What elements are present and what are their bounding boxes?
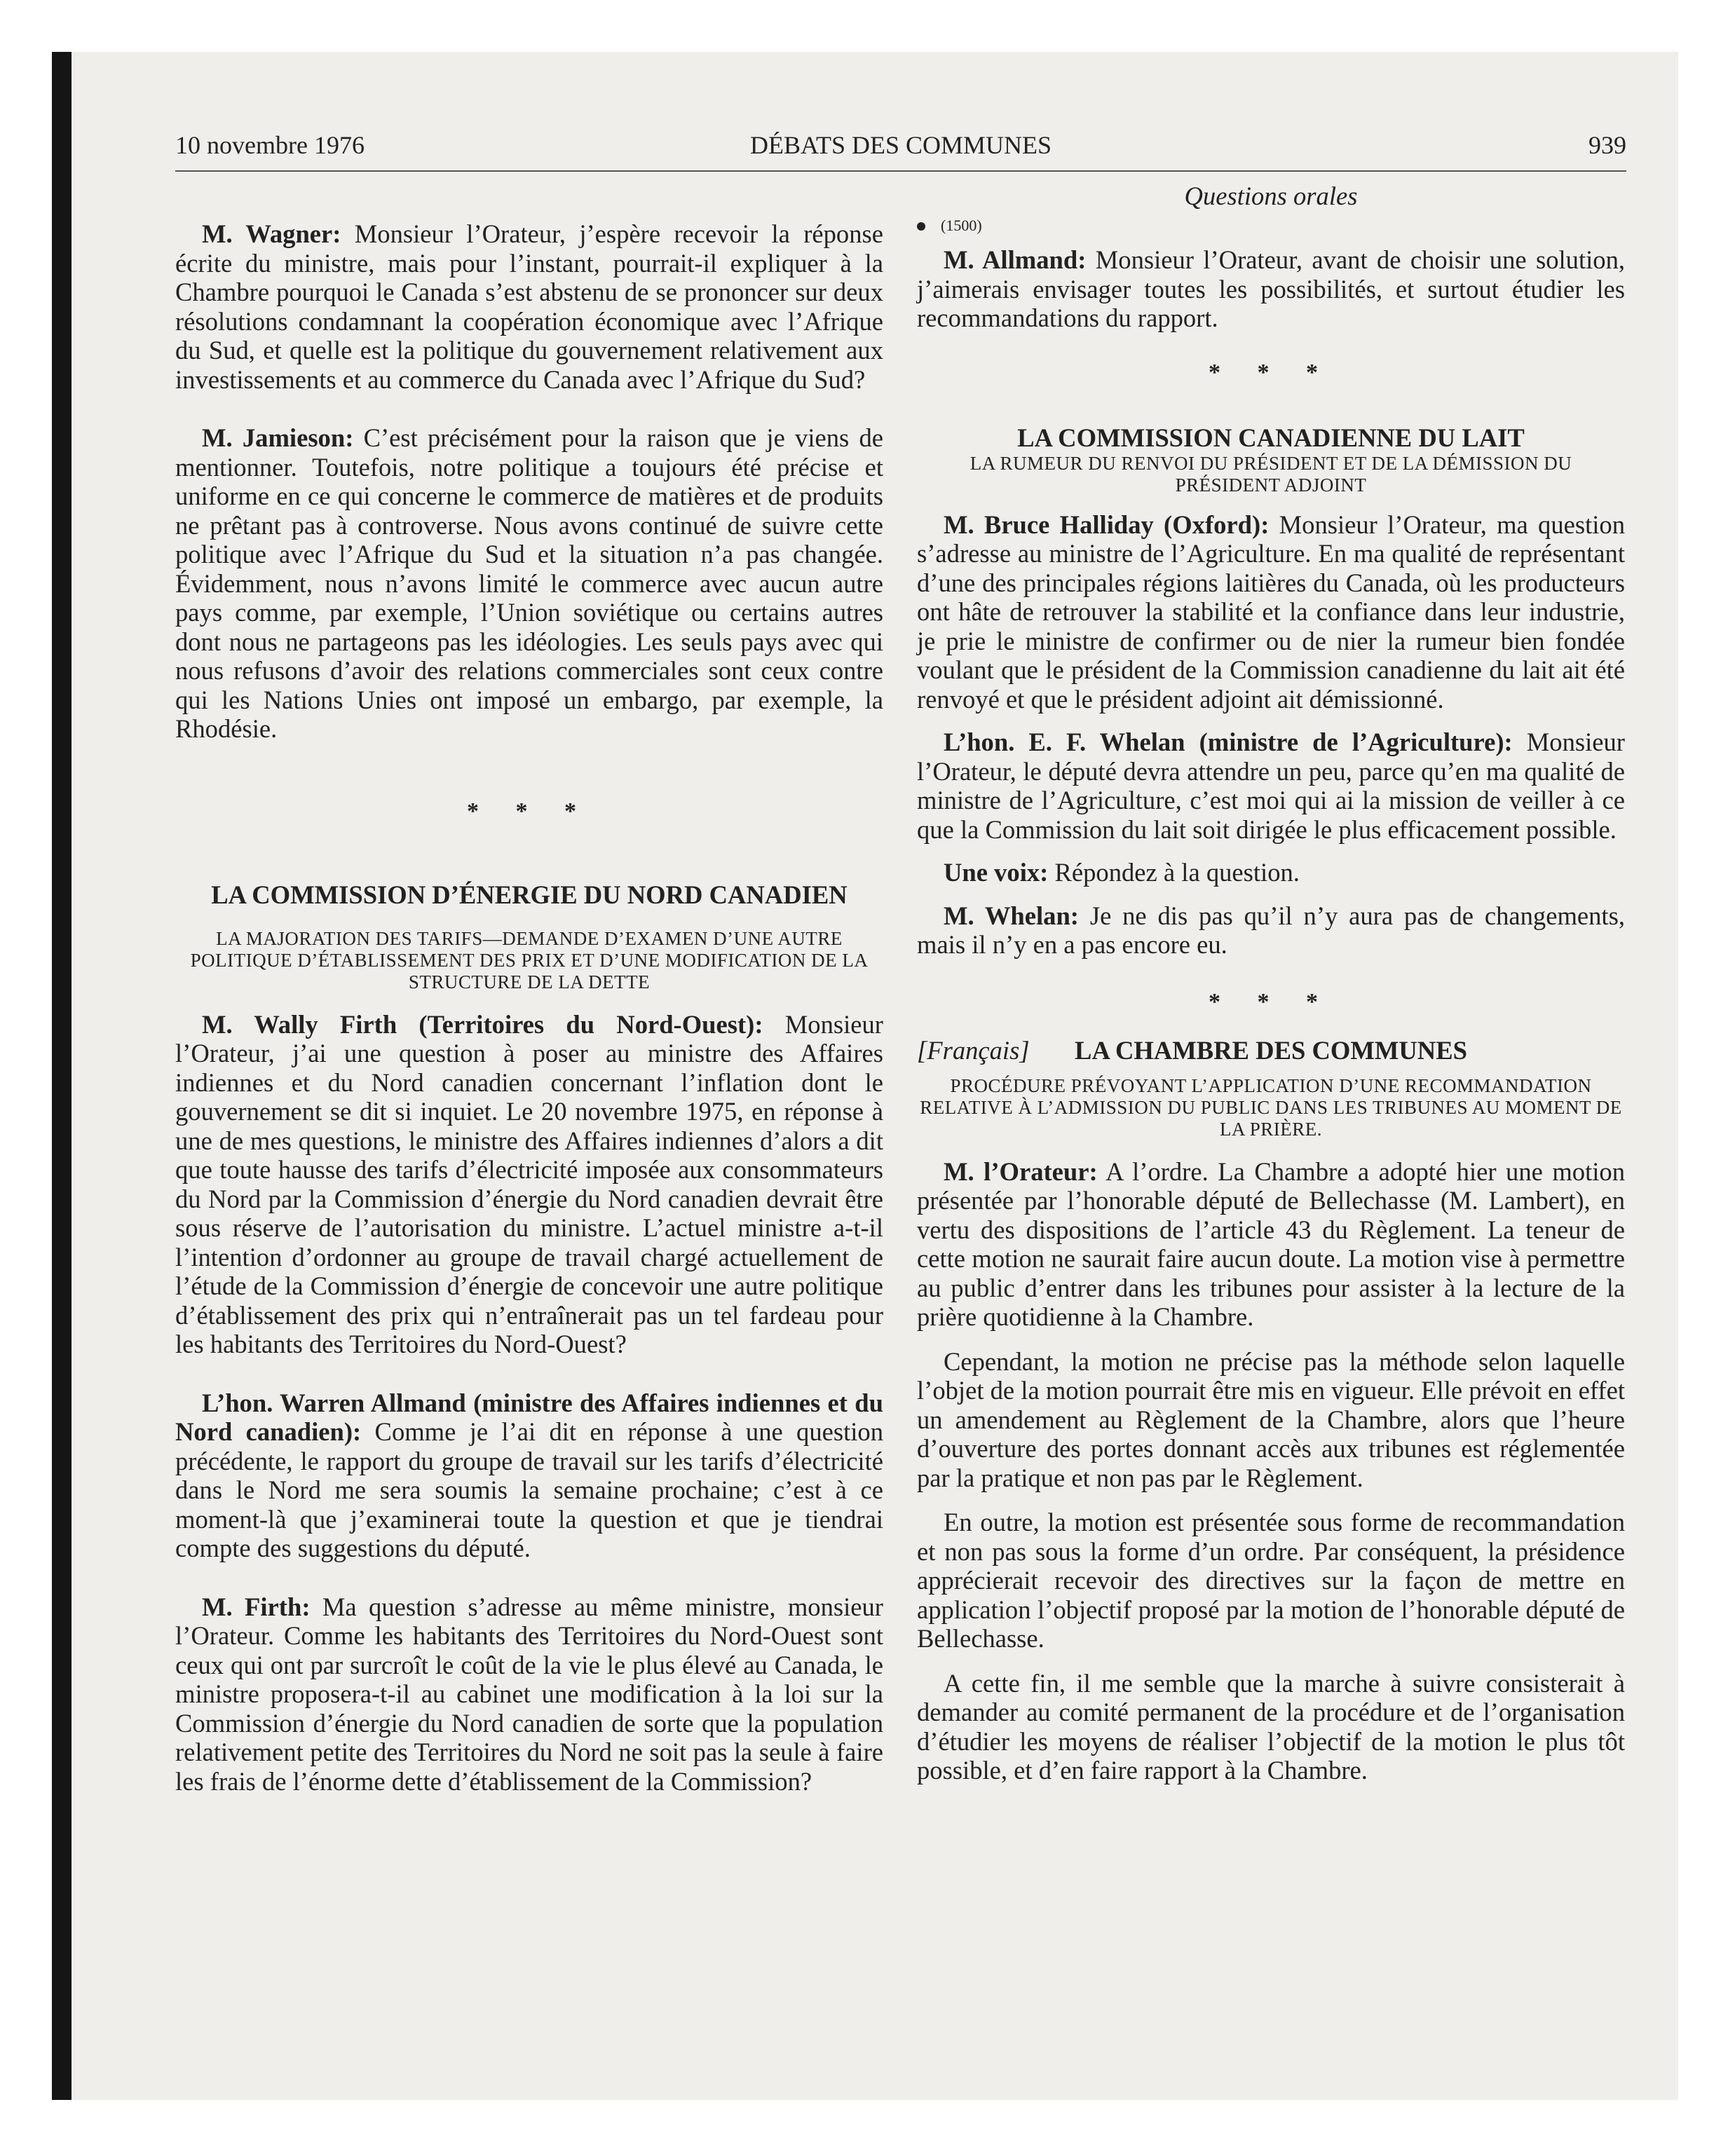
speaker-name: M. Allmand: — [944, 245, 1087, 274]
hansard-page — [175, 130, 1626, 1796]
section-subheading: LA RUMEUR DU RENVOI DU PRÉSIDENT ET DE LA DÉMISSION DU PRÉSIDENT ADJOINT — [969, 452, 1572, 496]
section-separator: * * * — [1209, 988, 1333, 1015]
section-subheading: LA MAJORATION DES TARIFS—DEMANDE D’EXAMEN D’UNE AUTRE POLITIQUE D’ÉTABLISSEMENT DES PRIX ET D’UNE MODIFICATION DE LA STRUCTURE DE LA DETTE — [190, 927, 869, 992]
speech-text: A l’ordre. La Chambre a adopté hier une motion présentée par l’honorable député de Bellechasse (M. Lambert), en vertu des dispositions de l’article 43 du Règlement. La teneur de cette motion ne saurait faire aucun doute. La motion vise à permettre au public d’entrer dans les tribunes pour assister à la lecture de la prière quotidienne à la Chambre. — [917, 1157, 1625, 1331]
whelan-followup-paragraph — [917, 901, 1625, 960]
allmand-paragraph — [175, 1389, 883, 1563]
header-date: 10 novembre 1976 — [175, 131, 365, 159]
speech-text: Monsieur l’Orateur, j’ai une question à poser au ministre des Affaires indiennes et du Nord canadien concernant l’inflation dont le gouvernement se dit si inquiet. Le 20 novembre 1975, en réponse à une de mes questions, le ministre des Affaires indiennes d’alors a dit que toute hausse des tarifs d’électricité imposée aux consommateurs du Nord par la Commission d’énergie du Nord canadien devrait être sous réserve de l’autorisation du ministre. L’actuel ministre a-t-il l’intention d’ordonner au groupe de travail chargé actuellement de l’étude de la Commission d’énergie de concevoir une autre politique d’établissement des prix qui n’entraînerait pas un tel fardeau pour les habitants des Territoires du Nord-Ouest? — [175, 1009, 883, 1358]
speech-text: Monsieur l’Orateur, j’espère recevoir la réponse écrite du ministre, mais pour l’instant, pourrait-il expliquer à la Chambre pourquoi le Canada s’est abstenu de se prononcer sur deux résolutions condamnant la coopération économique avec l’Afrique du Sud, et quelle est la politique du gouvernement relativement aux investissements et au commerce du Canada avec l’Afrique du Sud? — [175, 219, 883, 394]
speech-text: Je ne dis pas qu’il n’y aura pas de changements, mais il n’y en a pas encore eu. — [917, 901, 1625, 959]
right-column — [917, 182, 1625, 1785]
section-label: Questions orales — [1184, 182, 1358, 210]
firth-paragraph — [175, 1010, 883, 1359]
speech-text: Monsieur l’Orateur, ma question s’adresse au ministre de l’Agriculture. En ma qualité de représentant d’une des principales régions laitières du Canada, où les producteurs ont hâte de retrouver la stabilité et la confiance dans leur industrie, je prie le ministre de confirmer ou de nier la rumeur bien fondée voulant que le président de la Commission canadienne du lait ait été renvoyé et que le président adjoint ait démissionné. — [917, 510, 1626, 714]
firth-followup-paragraph — [175, 1592, 883, 1796]
speaker-name: M. Wally Firth (Territoires du Nord-Ouest): — [202, 1009, 763, 1039]
scan-binding-edge — [52, 52, 72, 2100]
speaker-name: L’hon. Warren Allmand (ministre des Affaires indiennes et du Nord canadien): — [175, 1388, 883, 1446]
left-column — [175, 182, 883, 1796]
body-paragraph: Cependant, la motion ne précise pas la méthode selon laquelle l’objet de la motion pourrait être mis en vigueur. Elle prévoit en effet un amendement au Règlement de la Chambre, alors que l’heure d’ouverture des portes donnant accès aux tribunes est réglementée par la pratique et non pas par le Règlement. — [917, 1346, 1625, 1492]
section-subheading: PROCÉDURE PRÉVOYANT L’APPLICATION D’UNE RECOMMANDATION RELATIVE À L’ADMISSION DU PUBLIC DANS LES TRIBUNES AU MOMENT DE LA PRIÈRE. — [920, 1074, 1622, 1140]
section-separator: * * * — [1209, 359, 1333, 386]
section-heading: LA COMMISSION D’ÉNERGIE DU NORD CANADIEN — [211, 880, 848, 909]
speech-text: Comme je l’ai dit en réponse à une question précédente, le rapport du groupe de travail sur les tarifs d’électricité dans le Nord me sera soumis la semaine prochaine; c’est à ce moment-là que j’examinerai toute la question et que je tiendrai compte des suggestions du député. — [175, 1417, 883, 1562]
section-heading: LA COMMISSION CANADIENNE DU LAIT — [1017, 423, 1525, 452]
speaker-name: M. Wagner: — [202, 219, 341, 248]
speech-text: Répondez à la question. — [1054, 858, 1300, 887]
wagner-paragraph — [175, 219, 883, 394]
speech-text: Monsieur l’Orateur, avant de choisir une solution, j’aimerais envisager toutes les possibilités, et surtout étudier les recommandations du rapport. — [917, 245, 1625, 332]
speech-text: Monsieur l’Orateur, le député devra attendre un peu, parce qu’en ma qualité de ministre de l’Agriculture, c’est moi qui ai la mission de veiller à ce que la Commission du lait soit dirigée le plus efficacement possible. — [917, 728, 1625, 844]
voice-paragraph — [917, 858, 1625, 887]
body-paragraph: A cette fin, il me semble que la marche à suivre consisterait à demander au comité permanent de la procédure et de l’organisation d’étudier les moyens de réaliser l’objectif de la motion le plus tôt possible, et d’en faire rapport à la Chambre. — [917, 1668, 1625, 1785]
speaker-name: M. Whelan: — [944, 901, 1079, 930]
orateur-paragraph — [917, 1157, 1625, 1332]
speaker-name: M. Bruce Halliday (Oxford): — [944, 510, 1270, 539]
page-number: 939 — [1588, 131, 1626, 159]
section-separator: * * * — [467, 798, 592, 824]
time-marker — [917, 211, 1625, 240]
time-stamp: (1500) — [941, 216, 982, 234]
header-title: DÉBATS DES COMMUNES — [749, 131, 1052, 159]
jamieson-paragraph — [175, 423, 883, 744]
speech-text: C’est précisément pour la raison que je viens de mentionner. Toutefois, notre politique a toujours été précise et uniforme en ce qui concerne le commerce de matières et de produits ne prêtant pas à controverse. Nous avons continué de suivre cette politique avec l’Afrique du Sud et la situation n’a pas changée. Évidemment, nous n’avons limité le commerce avec aucun autre pays comme, par exemple, l’Union soviétique ou certains autres dont nous ne partageons pas les idéologies. Les seuls pays avec qui nous refusons d’avoir des relations commerciales sont ceux contre qui les Nations Unies ont imposé un embargo, par exemple, la Rhodésie. — [175, 423, 883, 743]
speaker-name: Une voix: — [944, 858, 1049, 887]
halliday-paragraph — [917, 510, 1625, 714]
speech-text: Ma question s’adresse au même ministre, monsieur l’Orateur. Comme les habitants des Territoires du Nord-Ouest sont ceux qui ont par surcroît le coût de la vie le plus élevé au Canada, le ministre proposera-t-il au cabinet une modification à la loi sur la Commission d’énergie du Nord canadien de sorte que la population relativement petite des Territoires du Nord ne soit pas la seule à faire les frais de l’énorme dette d’établissement de la Commission? — [175, 1592, 883, 1796]
allmand-answer-paragraph — [917, 245, 1625, 333]
section-heading: LA CHAMBRE DES COMMUNES — [1075, 1036, 1467, 1065]
language-label: [Français] — [917, 1036, 1030, 1065]
running-header — [175, 130, 1626, 172]
body-paragraph: En outre, la motion est présentée sous forme de recommandation et non pas sous la forme d’un ordre. Par conséquent, la présidence apprécierait recevoir des directives sur la façon de mettre en application l’objectif proposé par la motion de l’honorable député de Bellechasse. — [917, 1508, 1625, 1653]
bullet-icon — [917, 222, 925, 231]
speaker-name: M. l’Orateur: — [944, 1157, 1098, 1186]
speaker-name: M. Jamieson: — [202, 423, 354, 452]
whelan-paragraph — [917, 728, 1625, 844]
speaker-name: M. Firth: — [202, 1592, 311, 1621]
speaker-name: L’hon. E. F. Whelan (ministre de l’Agriculture): — [944, 728, 1513, 756]
